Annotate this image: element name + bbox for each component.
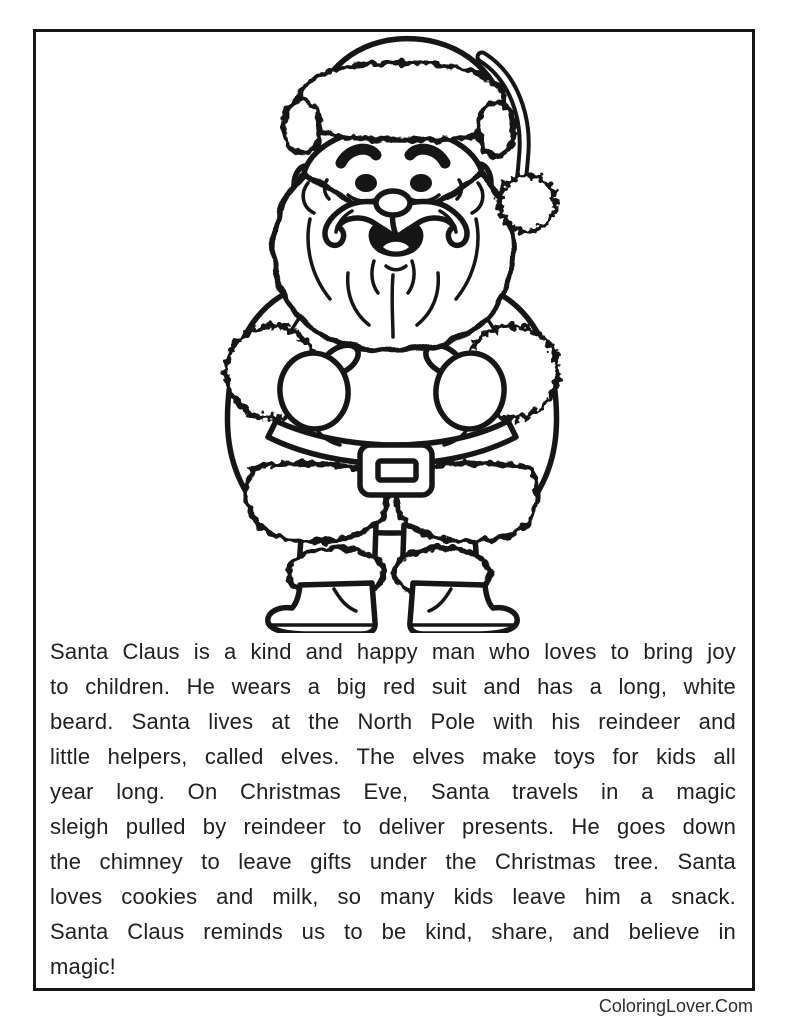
story-line: magic! (50, 954, 116, 979)
story-line: year long. On Christmas Eve, Santa travels in a magic (50, 779, 736, 804)
santa-head (273, 127, 512, 350)
story-line: sleigh pulled by reindeer to deliver presents. He goes down (50, 814, 736, 839)
story-line: beard. Santa lives at the North Pole with his reindeer and (50, 709, 736, 734)
story-line: little helpers, called elves. The elves make toys for kids all (50, 744, 736, 769)
santa-pompom (499, 175, 555, 231)
story-paragraph (50, 634, 736, 984)
footer-credit: ColoringLover.Com (598, 996, 753, 1016)
story-line: to children. He wears a big red suit and has a long, white (50, 674, 736, 699)
story-line: Santa Claus is a kind and happy man who loves to bring joy (50, 639, 736, 664)
santa-boots (268, 583, 517, 633)
santa-eye (410, 174, 432, 192)
story-line: loves cookies and milk, so many kids leave him a snack. (50, 884, 736, 909)
santa-eye (355, 174, 377, 192)
story-line: Santa Claus reminds us to be kind, share, and believe in (50, 919, 736, 944)
story-line: the chimney to leave gifts under the Christmas tree. Santa (50, 849, 736, 874)
santa-illustration (206, 33, 570, 633)
santa-nose (376, 191, 410, 215)
